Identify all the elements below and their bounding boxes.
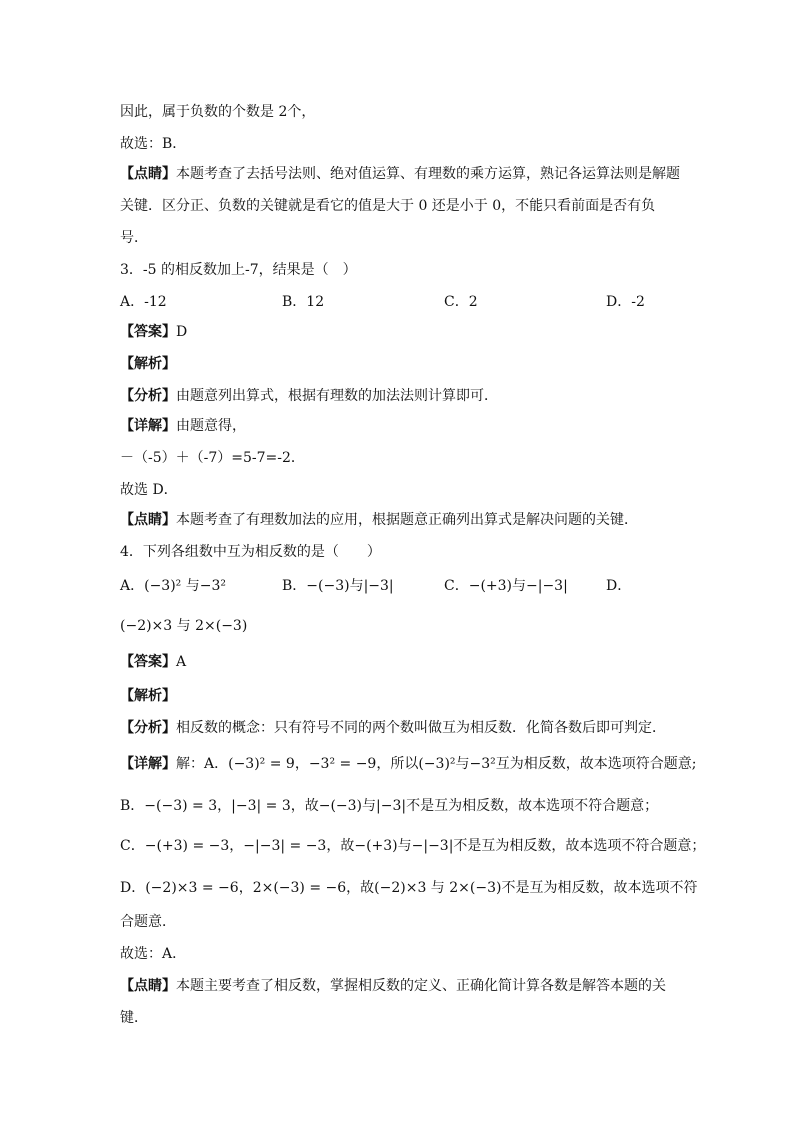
text: C．2 [444, 294, 478, 310]
detail-tag: 【详解】 [120, 418, 176, 434]
answer-tag: 【答案】 [120, 654, 176, 670]
text: 解：A．(−3)² = 9，−3² = −9，所以(−3)²与−3²互为相反数，故本选项符合题意; [176, 756, 697, 772]
text-line [120, 480, 178, 500]
text: 合题意． [120, 914, 176, 930]
answer-tag: 【答案】 [120, 324, 176, 340]
text: 故选：B． [120, 136, 187, 152]
option-c [444, 292, 478, 312]
text: 本题主要考查了相反数，掌握相反数的定义、正确化简计算各数是解答本题的关 [176, 978, 666, 994]
text: A [176, 654, 187, 670]
text-line [120, 228, 148, 248]
text: D．-2 [606, 294, 645, 310]
option-a [120, 292, 167, 312]
text-line [120, 102, 315, 122]
remark-line [120, 510, 638, 530]
detail-line [120, 416, 246, 436]
text: 本题考查了有理数加法的应用，根据题意正确列出算式是解决问题的关键． [176, 512, 638, 528]
text: A．(−3)² 与−3² [120, 578, 226, 594]
text-line [120, 196, 655, 216]
text: (−2)×3 与 2×(−3) [120, 618, 248, 634]
analysis-heading [120, 686, 176, 706]
detail-line [120, 878, 697, 898]
text: 故选：A． [120, 946, 187, 962]
text: 因此，属于负数的个数是 2个， [120, 104, 316, 120]
text: －（-5）＋（-7）=5-7=-2． [120, 450, 305, 466]
remark-tag: 【点睛】 [120, 166, 176, 182]
option-d-content [120, 616, 247, 636]
answer-line [120, 652, 186, 672]
text: D． [606, 578, 632, 594]
text: 3．-5 的相反数加上-7，结果是（ ） [120, 262, 357, 278]
detail-line [120, 796, 658, 816]
text: D [176, 324, 188, 340]
text: B．12 [282, 294, 325, 310]
remark-tag: 【点睛】 [120, 512, 176, 528]
option-b [282, 576, 394, 596]
text: 由题意列出算式，根据有理数的加法法则计算即可． [176, 388, 498, 404]
text: C．−(+3) = −3，−|−3| = −3，故−(+3)与−|−3|不是互为相反数，故本选项不符合题意； [120, 838, 706, 854]
text: 4．下列各组数中互为相反数的是（ ） [120, 544, 381, 560]
text: 由题意得， [176, 418, 246, 434]
text: 号． [120, 230, 148, 246]
text: 键． [120, 1010, 148, 1026]
text: B．−(−3) = 3，|−3| = 3，故−(−3)与|−3|不是互为相反数，故本选项不符合题意； [120, 798, 659, 814]
option-b [282, 292, 324, 312]
text: 【解析】 [120, 688, 176, 704]
analysis-line [120, 386, 498, 406]
analysis-tag: 【分析】 [120, 720, 176, 736]
text-line [120, 1008, 148, 1028]
analysis-heading [120, 354, 176, 374]
remark-tag: 【点睛】 [120, 978, 176, 994]
text: 相反数的概念：只有符号不同的两个数叫做互为相反数．化简各数后即可判定． [176, 720, 666, 736]
analysis-tag: 【分析】 [120, 388, 176, 404]
answer-line [120, 322, 187, 342]
remark-line [120, 976, 666, 996]
option-a [120, 576, 226, 596]
question-3 [120, 260, 357, 280]
text: 【解析】 [120, 356, 176, 372]
remark-line [120, 164, 680, 184]
text: C．−(+3)与−|−3| [444, 578, 568, 594]
text: 关键．区分正、负数的关键就是看它的值是大于 0 还是小于 0，不能只看前面是否有负 [120, 198, 656, 214]
option-c [444, 576, 568, 596]
text: 故选 D． [120, 482, 178, 498]
text-line [120, 944, 186, 964]
text-line [120, 448, 305, 468]
text-line [120, 134, 186, 154]
detail-line [120, 912, 176, 932]
detail-line [120, 836, 705, 856]
question-4 [120, 542, 381, 562]
analysis-line [120, 718, 666, 738]
text: A．-12 [120, 294, 167, 310]
detail-line [120, 754, 696, 774]
option-d [606, 292, 645, 312]
text: B．−(−3)与|−3| [282, 578, 394, 594]
option-d [606, 576, 631, 596]
text: 本题考查了去括号法则、绝对值运算、有理数的乘方运算，熟记各运算法则是解题 [176, 166, 680, 182]
text: D．(−2)×3 = −6，2×(−3) = −6，故(−2)×3 与 2×(−3)不是互为相反数，故本选项不符 [120, 880, 698, 896]
detail-tag: 【详解】 [120, 756, 176, 772]
